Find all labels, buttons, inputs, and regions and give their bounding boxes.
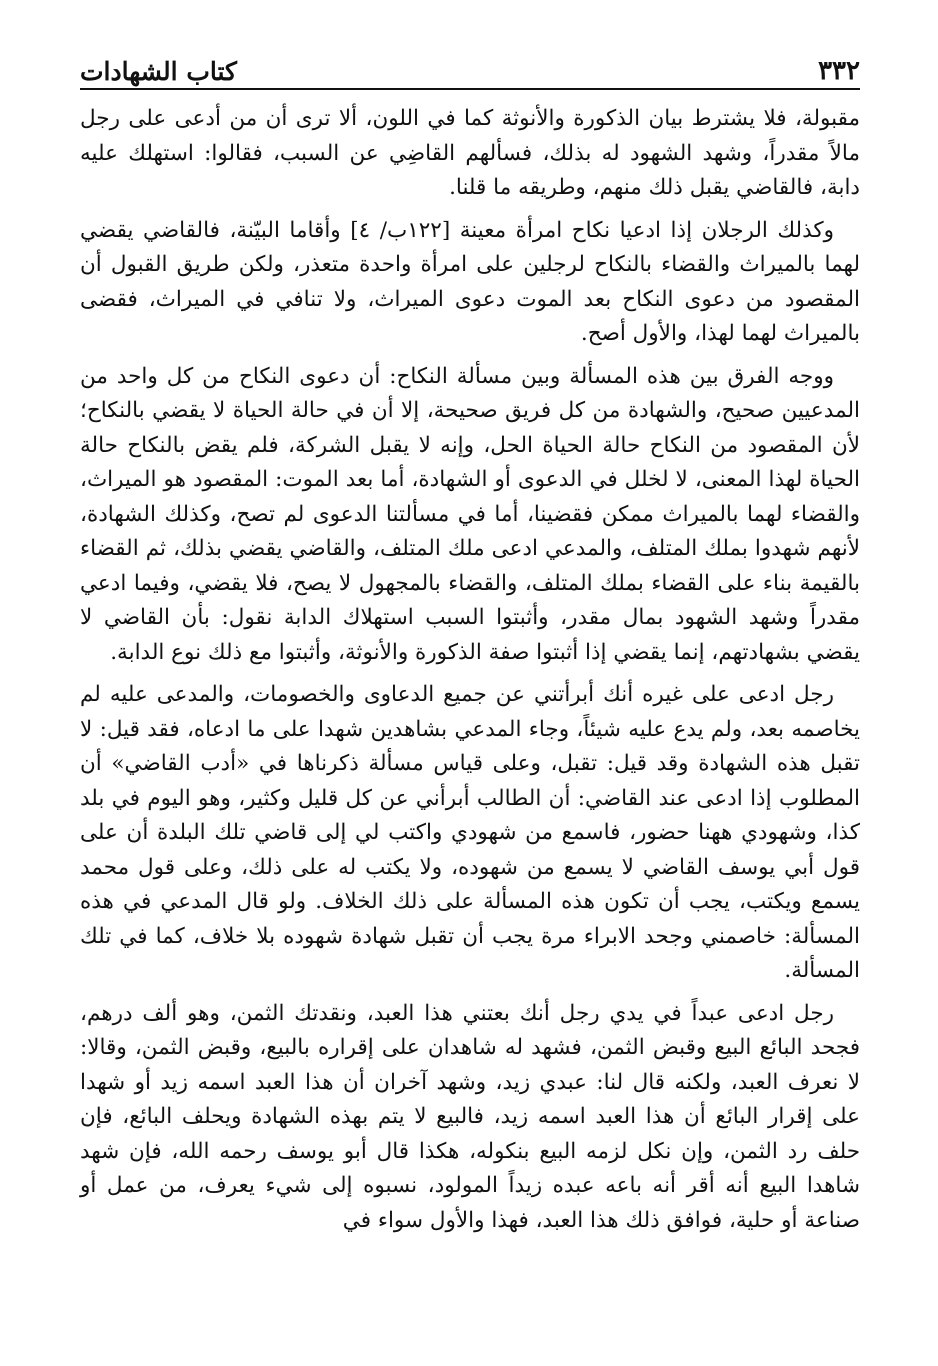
book-title: كتاب الشهادات (80, 57, 237, 86)
paragraph-2: وكذلك الرجلان إذا ادعيا نكاح امرأة معينة [١٢٢ب/ ٤] وأقاما البيّنة، فالقاضي يقضي لهما بالميراث والقضاء بالنكاح لرجلين على امرأة واحدة متعذر، ولكن طريق القبول أن المقصود من دعوى النكاح بعد الموت دعوى الميراث، ولا تنافي في الميراث، فقضى بالميراث لهما لهذا، والأول أصح. (80, 217, 860, 346)
running-header (80, 44, 860, 90)
paragraph-3: ووجه الفرق بين هذه المسألة وبين مسألة النكاح: أن دعوى النكاح من كل واحد من المدعيين صحيح، والشهادة من كل فريق صحيحة، إلا أن في حالة الحياة لا يقضي بالنكاح؛ لأن المقصود من النكاح حالة الحياة الحل، وإنه لا يقبل الشركة، فلم يقض بالنكاح حالة الحياة لهذا المعنى، لا لخلل في الدعوى أو الشهادة، أما بعد الموت: المقصود هو الميراث، والقضاء لهما بالميراث ممكن فقضينا، أما في مسألتنا الدعوى لم تصح، وكذلك الشهادة، لأنهم شهدوا بملك المتلف، والمدعي ادعى ملك المتلف، والقاضي يقضي بذلك، ثم القضاء بالقيمة بناء على القضاء بملك المتلف، والقضاء بالمجهول لا يصح، فلا يقضي، وفيما ادعي مقدراً وشهد الشهود بمال مقدر، وأثبتوا السبب استهلاك الدابة نقول: بأن القاضي لا يقضي بشهادتهم، إنما يقضي إذا أثبتوا صفة الذكورة والأنوثة، وأثبتوا مع ذلك نوع الدابة. (80, 363, 860, 665)
body-text (80, 102, 860, 1238)
paragraph-5: رجل ادعى عبداً في يدي رجل أنك بعتني هذا العبد، ونقدتك الثمن، وهو ألف درهم، فجحد البائع البيع وقبض الثمن، فشهد له شاهدان على إقراره بالبيع، وقبض الثمن، وقالا: لا نعرف العبد، ولكنه قال لنا: عبدي زيد، وشهد آخران أن هذا العبد اسمه زيد أو شهدا على إقرار البائع أن هذا العبد اسمه زيد، فالبيع لا يتم بهذه الشهادة ويحلف البائع، فإن حلف رد الثمن، وإن نكل لزمه البيع بنكوله، هكذا قال أبو يوسف رحمه الله، فإن شهد شاهدا البيع أنه أقر أنه باعه عبده زيداً المولود، نسبوه إلى شيء يعرف، من عمل أو صناعة أو حلية، فوافق ذلك هذا العبد، فهذا والأول سواء في (80, 1000, 860, 1233)
page-number: ٣٣٢ (818, 56, 860, 86)
paragraph-1: مقبولة، فلا يشترط بيان الذكورة والأنوثة كما في اللون، ألا ترى أن من أدعى على رجل مالاً مقدراً، وشهد الشهود له بذلك، فسألهم القاضِي عن السبب، فقالوا: استهلك عليه دابة، فالقاضي يقبل ذلك منهم، وطريقه ما قلنا. (80, 106, 860, 200)
paragraph-4: رجل ادعى على غيره أنك أبرأتني عن جميع الدعاوى والخصومات، والمدعى عليه لم يخاصمه بعد، ولم يدع عليه شيئاً، وجاء المدعي بشاهدين شهدا على ما ادعاه، فقد قيل: لا تقبل هذه الشهادة وقد قيل: تقبل، وعلى قياس مسألة ذكرناها في «أدب القاضي» أن المطلوب إذا ادعى عند القاضي: أن الطالب أبرأني عن كل قليل وكثير، وهو اليوم في بلد كذا، وشهودي ههنا حضور، فاسمع من شهودي واكتب لي إلى قاضي تلك البلدة أن على قول أبي يوسف القاضي لا يسمع من شهوده، ولا يكتب له على ذلك، وعلى قول محمد يسمع ويكتب، يجب أن تكون هذه المسألة على ذلك الخلاف. ولو قال المدعي في هذه المسألة: خاصمني وجحد الابراء مرة يجب أن تقبل شهادة شهوده بلا خلاف، كما في تلك المسألة. (80, 682, 860, 983)
